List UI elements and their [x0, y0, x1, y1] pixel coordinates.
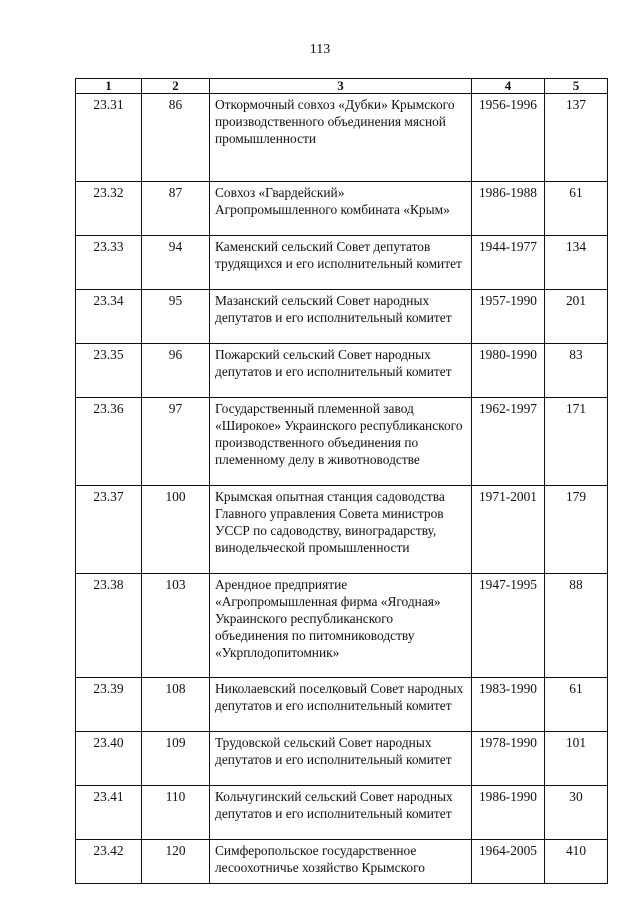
- fund-number: 96: [142, 344, 210, 398]
- fund-name: Николаевский поселковый Совет народных депутатов и его исполнительный комитет: [210, 678, 472, 732]
- file-count: 410: [545, 840, 608, 884]
- fund-number: 95: [142, 290, 210, 344]
- file-count: 61: [545, 182, 608, 236]
- file-count: 179: [545, 486, 608, 574]
- file-count: 201: [545, 290, 608, 344]
- fund-years: 1986-1990: [472, 786, 545, 840]
- row-number: 23.34: [76, 290, 142, 344]
- file-count: 83: [545, 344, 608, 398]
- fund-name: Государственный племенной завод «Широкое» Украинского республиканского производственного объединения по племенному делу в животноводстве: [210, 398, 472, 486]
- row-number: 23.42: [76, 840, 142, 884]
- column-header-3: 3: [210, 79, 472, 94]
- table-row: [76, 398, 608, 486]
- table-row: [76, 678, 608, 732]
- row-number: 23.35: [76, 344, 142, 398]
- fund-number: 120: [142, 840, 210, 884]
- fund-years: 1983-1990: [472, 678, 545, 732]
- table-row: [76, 290, 608, 344]
- file-count: 88: [545, 574, 608, 678]
- table-row: [76, 574, 608, 678]
- fund-number: 94: [142, 236, 210, 290]
- fund-name: Крымская опытная станция садоводства Главного управления Совета министров УССР по садоводству, виноградарству, винодельческой промышленности: [210, 486, 472, 574]
- fund-name: Симферопольское государственное лесоохотничье хозяйство Крымского: [210, 840, 472, 884]
- table-row: [76, 182, 608, 236]
- row-number: 23.39: [76, 678, 142, 732]
- fund-years: 1980-1990: [472, 344, 545, 398]
- fund-years: 1957-1990: [472, 290, 545, 344]
- page-number: 113: [309, 42, 331, 57]
- fund-name: Совхоз «Гвардейский» Агропромышленного комбината «Крым»: [210, 182, 472, 236]
- fund-name: Трудовской сельский Совет народных депутатов и его исполнительный комитет: [210, 732, 472, 786]
- row-number: 23.32: [76, 182, 142, 236]
- fund-number: 100: [142, 486, 210, 574]
- row-number: 23.37: [76, 486, 142, 574]
- fund-number: 109: [142, 732, 210, 786]
- file-count: 30: [545, 786, 608, 840]
- fund-number: 110: [142, 786, 210, 840]
- fund-name: Каменский сельский Совет депутатов трудящихся и его исполнительный комитет: [210, 236, 472, 290]
- fund-years: 1986-1988: [472, 182, 545, 236]
- fund-name: Откормочный совхоз «Дубки» Крымского производственного объединения мясной промышленности: [210, 94, 472, 182]
- file-count: 134: [545, 236, 608, 290]
- fund-number: 103: [142, 574, 210, 678]
- fund-number: 87: [142, 182, 210, 236]
- row-number: 23.31: [76, 94, 142, 182]
- fund-years: 1971-2001: [472, 486, 545, 574]
- fund-number: 108: [142, 678, 210, 732]
- fund-years: 1962-1997: [472, 398, 545, 486]
- file-count: 61: [545, 678, 608, 732]
- table-row: [76, 486, 608, 574]
- table-row: [76, 344, 608, 398]
- table-row: [76, 786, 608, 840]
- fund-name: Пожарский сельский Совет народных депутатов и его исполнительный комитет: [210, 344, 472, 398]
- column-header-5: 5: [545, 79, 608, 94]
- fund-years: 1944-1977: [472, 236, 545, 290]
- row-number: 23.38: [76, 574, 142, 678]
- table-row: [76, 94, 608, 182]
- archive-fund-table: [75, 78, 608, 884]
- row-number: 23.40: [76, 732, 142, 786]
- table-row: [76, 236, 608, 290]
- row-number: 23.41: [76, 786, 142, 840]
- table-row: [76, 732, 608, 786]
- fund-name: Кольчугинский сельский Совет народных депутатов и его исполнительный комитет: [210, 786, 472, 840]
- column-header-2: 2: [142, 79, 210, 94]
- fund-years: 1978-1990: [472, 732, 545, 786]
- column-header-1: 1: [76, 79, 142, 94]
- table-header-row: [76, 79, 608, 94]
- fund-number: 86: [142, 94, 210, 182]
- fund-number: 97: [142, 398, 210, 486]
- fund-years: 1956-1996: [472, 94, 545, 182]
- table-row: [76, 840, 608, 884]
- file-count: 101: [545, 732, 608, 786]
- fund-years: 1947-1995: [472, 574, 545, 678]
- row-number: 23.33: [76, 236, 142, 290]
- fund-name: Мазанский сельский Совет народных депутатов и его исполнительный комитет: [210, 290, 472, 344]
- row-number: 23.36: [76, 398, 142, 486]
- column-header-4: 4: [472, 79, 545, 94]
- file-count: 171: [545, 398, 608, 486]
- fund-years: 1964-2005: [472, 840, 545, 884]
- fund-name: Арендное предприятие «Агропромышленная фирма «Ягодная» Украинского республиканского объединения по питомниководству «Укрплодопитомник»: [210, 574, 472, 678]
- file-count: 137: [545, 94, 608, 182]
